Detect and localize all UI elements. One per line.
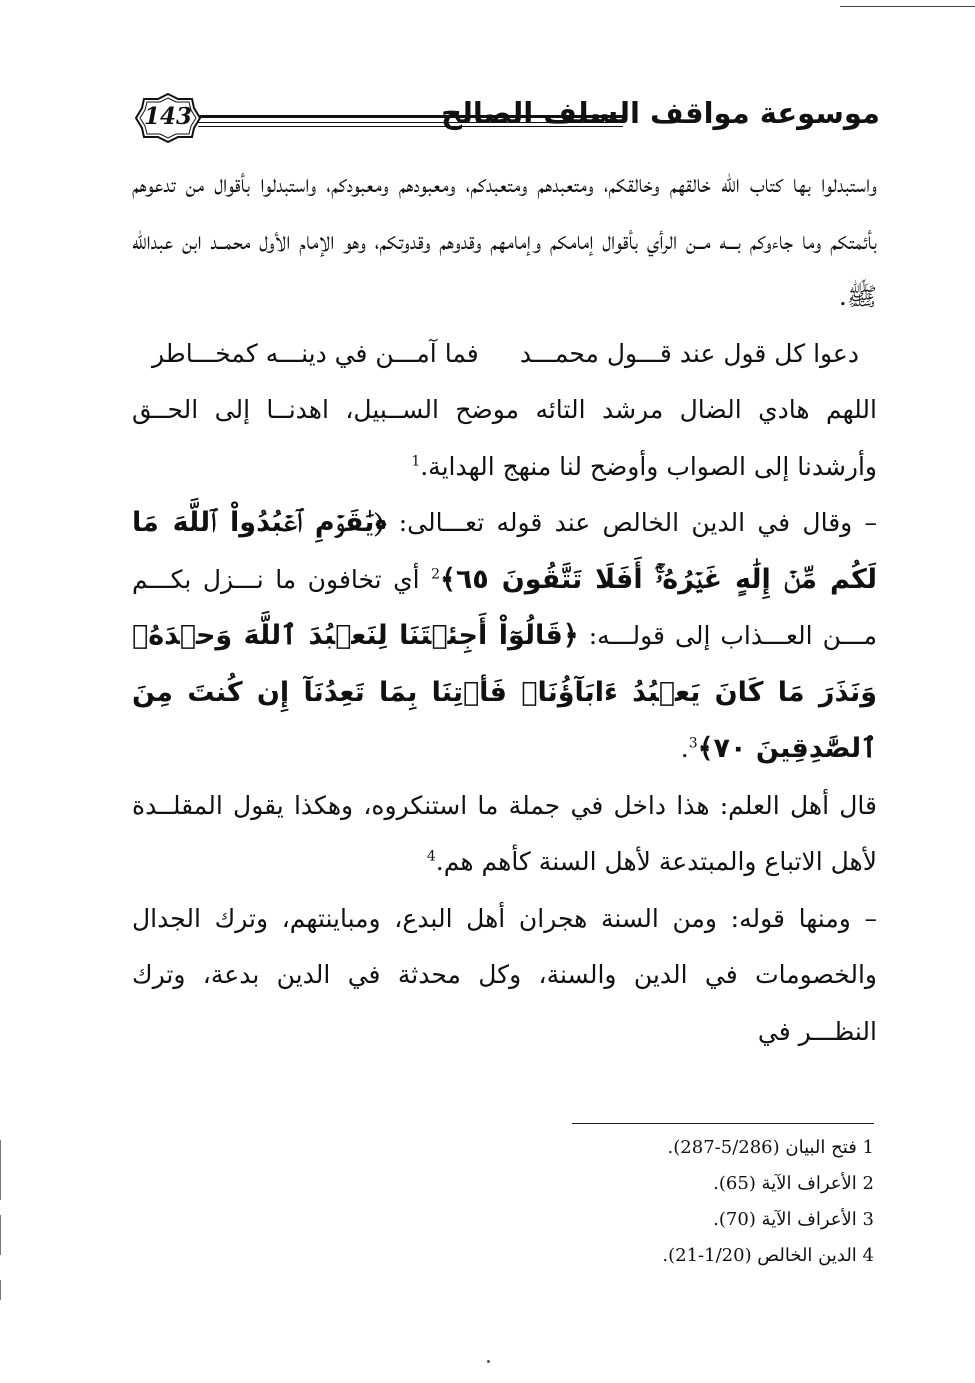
page-number-badge (134, 92, 202, 144)
footnote-item (572, 1166, 874, 1202)
page-number: 143 (143, 103, 192, 130)
prayer-paragraph (132, 382, 877, 495)
paragraph-text: قال أهل العلم: هذا داخل في جملة ما استنكروه، وهكذا يقول المقلــدة لأهل الاتباع والمبتدعة لأهل السنة كأهم هم. (132, 790, 877, 876)
footnote-item (572, 1238, 874, 1274)
quran-verse: ﴿قَالُوٓاْ أَجِئۡتَنَا لِنَعۡبُدَ ٱللَّهَ وَحۡدَهُۥ وَنَذَرَ مَا كَانَ يَعۡبُدُ ءَابَآؤُنَاۖ فَأۡتِنَا بِمَا تَعِدُنَآ إِن كُنتَ مِنَ ٱلصَّٰدِقِينَ ٧٠﴾ (132, 620, 877, 764)
poem-hemistich-right: دعوا كل قول عند قـــول محمـــد (519, 338, 859, 368)
footnote-text: الدين الخالص (1/20-21). (662, 1245, 857, 1266)
paragraph-text: . (680, 734, 689, 763)
footnote-number: 1 (862, 1137, 874, 1158)
footnote-item (572, 1202, 874, 1238)
header-rule (198, 115, 623, 118)
footnotes (572, 1130, 874, 1274)
scan-edge-mark (0, 1280, 1, 1300)
top-edge-line (840, 6, 975, 7)
footnote-number: 4 (862, 1245, 874, 1266)
footnote-separator (572, 1123, 874, 1124)
paragraph: – ومنها قوله: ومن السنة هجران أهل البدع، ومباينتهم، وترك الجدال والخصومات في الدين والسنة، وكل محدثة في الدين بدعة، وترك النظـــر في (132, 903, 877, 1046)
footnote-item (572, 1130, 874, 1166)
paragraph-text: أي تخافون ما نـــزل بكـــم مـــن العـــذاب إلى قولـــه: (132, 564, 878, 650)
footnote-number: 3 (862, 1209, 874, 1230)
paragraph-text: – وقال في الدين الخالص عند قوله تعـــالى: (398, 508, 877, 537)
scan-edge-mark (0, 1215, 1, 1255)
header-rule (198, 126, 623, 127)
quran-paragraph (132, 495, 877, 778)
header-rule (198, 122, 623, 123)
footnote-text: الأعراف الآية (70). (713, 1209, 857, 1230)
poem-verse (132, 326, 877, 383)
poem-hemistich-left: فما آمـــن في دينـــه كمخـــاطر (152, 338, 479, 368)
paragraph: واستبدلوا بها كتاب الله خالقهم وخالقكم، ومتعبدهم ومتعبدكم، ومعبودهم ومعبودكم، واستبدلوا بأقوال من تدعوهم بأئمتكم وما جاءوكم بـــه مــن الرأي بأقوال إمامكم وإمامهم وقدوهم وقدوتكم، وهو الإمام الأول محمــد ابن عبدالله ﷺ. (132, 169, 877, 311)
footnote-text: الأعراف الآية (65). (713, 1173, 857, 1194)
running-header-title: موسوعة مواقف السلف الصالح (441, 96, 880, 130)
footnote-ref: 1 (411, 453, 421, 470)
paragraph (132, 778, 877, 891)
paragraph-text: اللهم هادي الضال مرشد التائه موضح الســبيل، اهدنــا إلى الحــق وأرشدنا إلى الصواب وأوضح لنا منهج الهداية. (132, 395, 877, 481)
footnote-ref: 2 (431, 566, 440, 583)
scan-speck (487, 1360, 490, 1363)
quran-verse: ﴿يَٰقَوۡمِ ٱعۡبُدُواْ ٱللَّهَ مَا لَكُم مِّنۡ إِلَٰهٍ غَيۡرُهُۥٓۚ أَفَلَا تَتَّقُونَ ٦٥﴾ (132, 507, 878, 595)
footnote-number: 2 (862, 1173, 874, 1194)
footnote-ref: 4 (426, 848, 436, 865)
body-text (132, 156, 877, 1060)
footnote-ref: 3 (688, 735, 698, 752)
footnote-text: فتح البيان (5/286-287). (667, 1137, 857, 1158)
scan-edge-mark (0, 1140, 1, 1200)
